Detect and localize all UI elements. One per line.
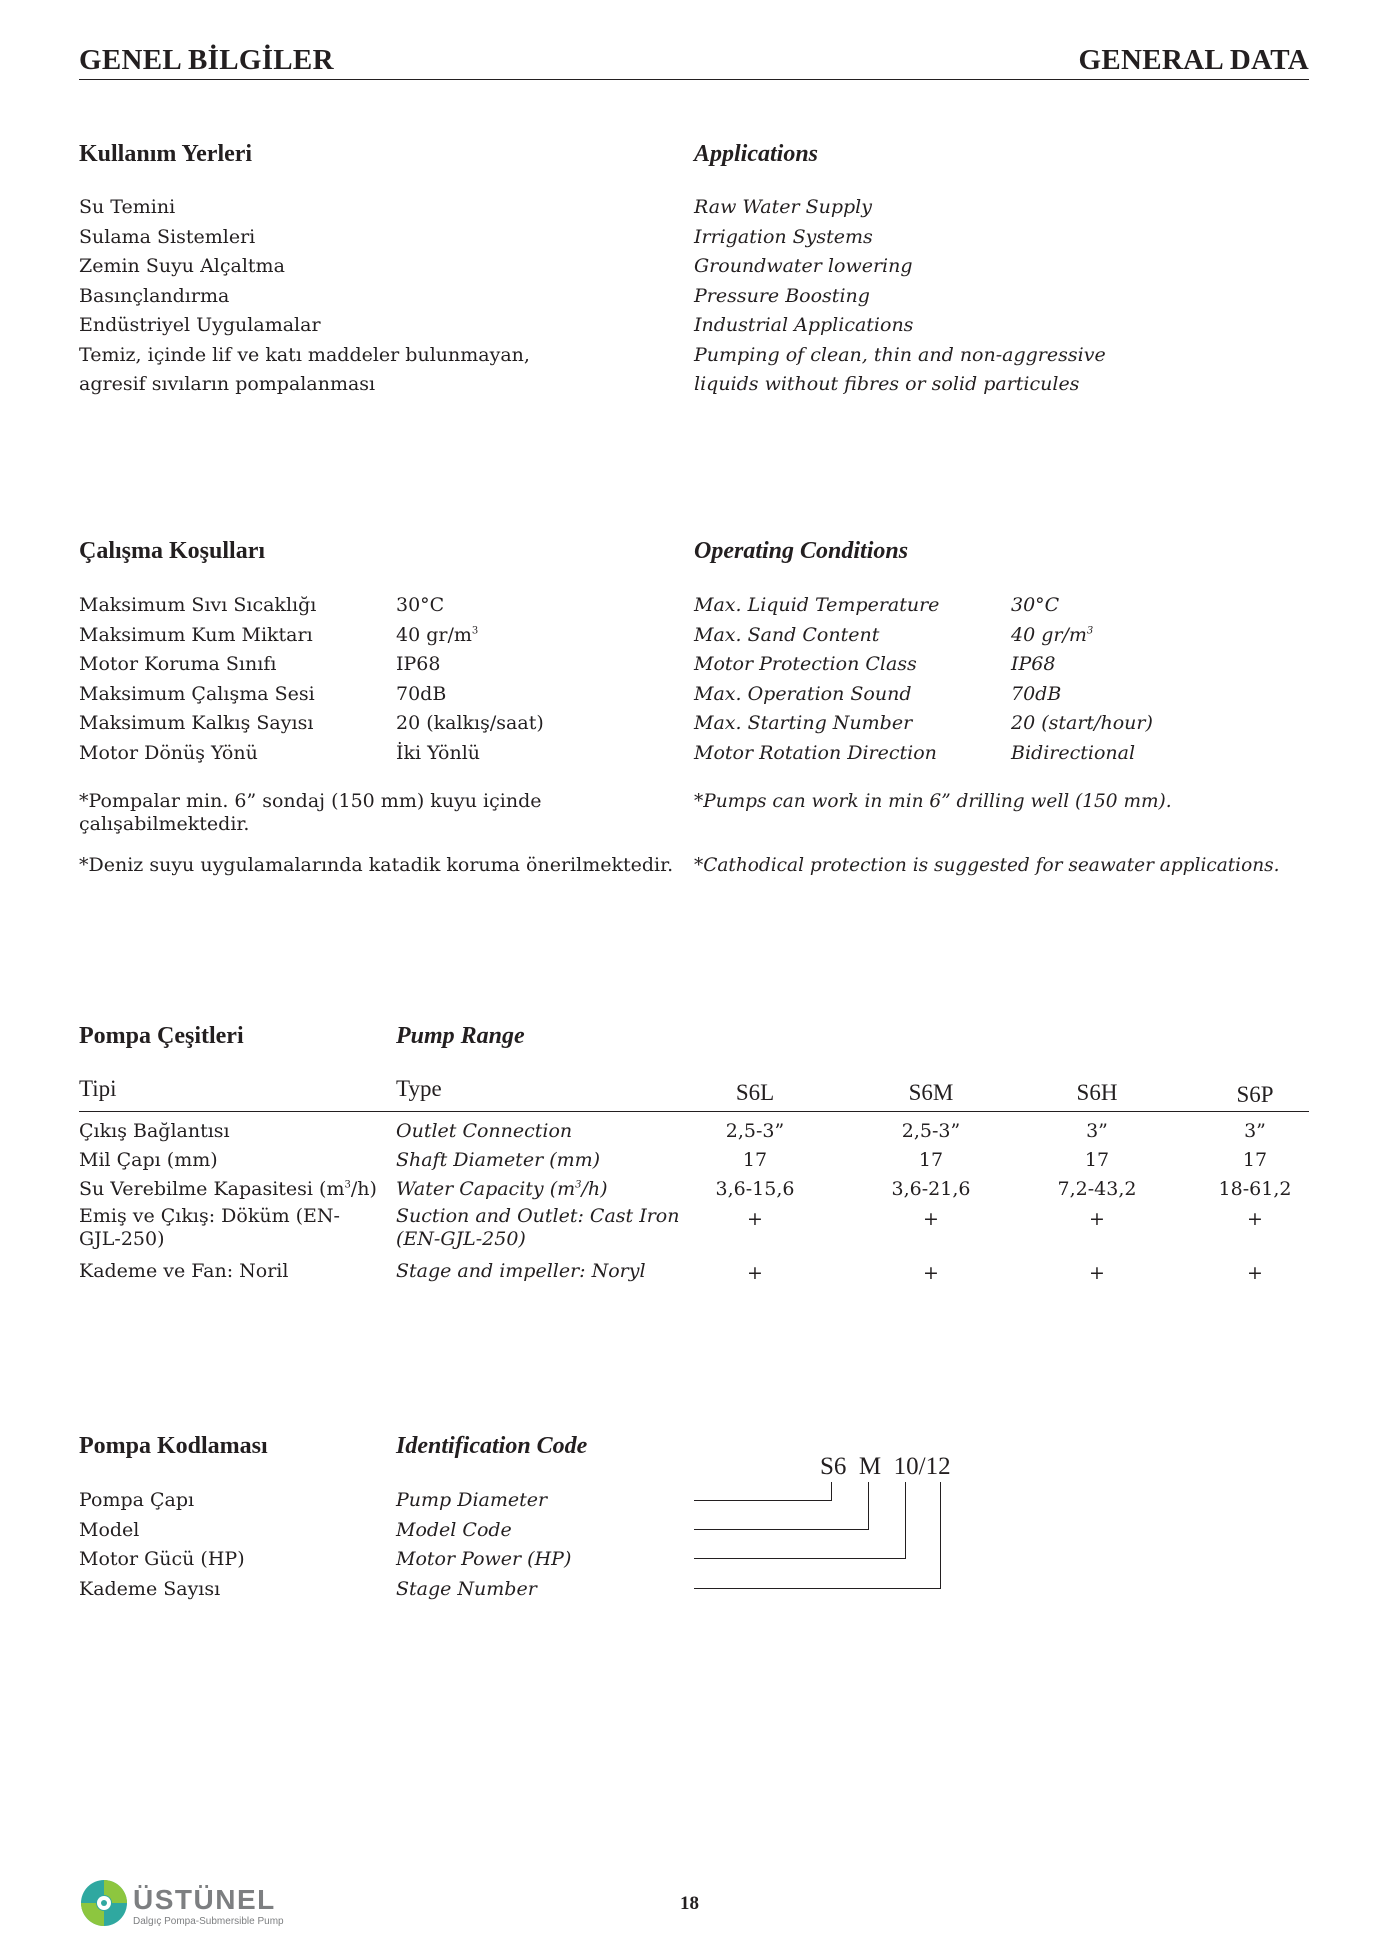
operating-labels-en (694, 591, 939, 768)
model-header: S6L (735, 1080, 775, 1105)
brand-tagline: Dalgıç Pompa-Submersible Pump (133, 1916, 284, 1927)
condition-value: İki Yönlü (396, 741, 481, 764)
list-item: Industrial Applications (694, 314, 914, 336)
list-item: Sulama Sistemleri (79, 225, 256, 248)
list-item: Motor Gücü (HP) (79, 1548, 245, 1570)
list-item: Model (79, 1518, 140, 1541)
table-row-label-en: Outlet Connection (396, 1120, 573, 1142)
list-item: Su Temini (79, 196, 176, 218)
table-head-en: Type (396, 1076, 442, 1101)
condition-label: Maksimum Çalışma Sesi (79, 682, 315, 705)
note-well-tr: *Pompalar min. 6” sondaj (150 mm) kuyu içinde çalışabilmektedir. (79, 790, 542, 835)
model-header: S6M (908, 1080, 954, 1105)
condition-value: IP68 (1011, 653, 1056, 675)
table-cell: 17 (1242, 1149, 1268, 1171)
condition-value: Bidirectional (1011, 741, 1136, 764)
table-row-label-en: Stage and impeller: Noryl (396, 1260, 646, 1282)
table-row-label-tr: Kademe ve Fan: Noril (79, 1260, 289, 1282)
list-item: Basınçlandırma (79, 284, 230, 307)
list-item: Model Code (396, 1518, 512, 1541)
condition-label: Maksimum Kalkış Sayısı (79, 712, 314, 734)
pump-range-title-tr: Pompa Çeşitleri (79, 1023, 244, 1049)
operating-values-en (1011, 591, 1153, 768)
id-code-title-en: Identification Code (396, 1433, 588, 1459)
model-header: S6P (1236, 1082, 1274, 1107)
operating-labels-tr (79, 591, 316, 768)
table-cell: 18-61,2 (1218, 1178, 1292, 1200)
pump-range-title-en: Pump Range (396, 1023, 525, 1049)
applications-list-en (694, 193, 1106, 400)
table-rule (79, 1111, 1309, 1112)
table-cell: 3,6-21,6 (891, 1178, 971, 1200)
table-cell: 17 (918, 1149, 944, 1171)
table-cell: 2,5-3” (725, 1120, 785, 1142)
header-title-tr: GENEL BİLGİLER (79, 44, 334, 76)
condition-label: Motor Rotation Direction (694, 741, 937, 764)
table-row-label-tr: Mil Çapı (mm) (79, 1149, 218, 1171)
table-head-tr: Tipi (79, 1076, 117, 1101)
condition-label: Max. Sand Content (694, 623, 880, 646)
page-number: 18 (680, 1893, 699, 1914)
condition-value: 30°C (396, 594, 445, 616)
condition-value: 70dB (396, 682, 447, 705)
condition-label: Maksimum Kum Miktarı (79, 623, 313, 646)
condition-label: Max. Operation Sound (694, 682, 912, 705)
list-item: Pompa Çapı (79, 1489, 195, 1511)
code-example: S6 M 10/12 (820, 1453, 951, 1480)
condition-label: Motor Dönüş Yönü (79, 741, 258, 764)
note-seawater-en: *Cathodical protection is suggested for seawater applications. (694, 855, 1280, 876)
table-cell: 17 (1084, 1149, 1110, 1171)
table-cell: 3,6-15,6 (715, 1178, 795, 1200)
operating-title-en: Operating Conditions (694, 538, 909, 564)
table-cell: + (1247, 1208, 1263, 1230)
list-item: Irrigation Systems (694, 225, 873, 248)
applications-list-tr (79, 193, 530, 400)
table-row-label-en: Shaft Diameter (mm) (396, 1149, 601, 1171)
table-cell: 3” (1244, 1120, 1266, 1142)
table-row-label-tr: Su Verebilme Kapasitesi $(m^3/h)$ (79, 1178, 377, 1200)
table-row-label-tr: Çıkış Bağlantısı (79, 1120, 230, 1142)
table-cell: + (923, 1208, 939, 1230)
header-rule (79, 79, 1309, 80)
condition-value: 20 (start/hour) (1011, 712, 1153, 734)
table-row-label-en: Suction and Outlet: Cast Iron (EN-GJL-250) (396, 1205, 680, 1250)
brand-name: ÜSTÜNEL (133, 1884, 276, 1915)
condition-value: 20 (kalkış/saat) (396, 712, 544, 734)
condition-value: 40 $gr/m^3$ (396, 623, 479, 646)
table-cell: + (923, 1262, 939, 1284)
operating-values-tr (396, 591, 544, 768)
note-well-en: *Pumps can work in min 6” drilling well (150 mm). (694, 791, 1172, 812)
condition-value: 40 $gr/m^3$ (1011, 623, 1094, 646)
condition-label: Max. Starting Number (694, 712, 913, 734)
table-cell: 7,2-43,2 (1057, 1178, 1137, 1200)
table-cell: + (1247, 1262, 1263, 1284)
model-header: S6H (1076, 1080, 1118, 1105)
id-code-list-en (396, 1486, 571, 1604)
list-item: Raw Water Supply (694, 196, 872, 218)
list-item: Groundwater lowering (694, 255, 913, 277)
table-cell: + (747, 1262, 763, 1284)
list-item: Motor Power (HP) (396, 1548, 572, 1570)
list-item: Pump Diameter (396, 1489, 548, 1511)
note-seawater-tr: *Deniz suyu uygulamalarında katadik koruma önerilmektedir. (79, 854, 674, 876)
list-item: Endüstriyel Uygulamalar (79, 314, 321, 336)
condition-label: Motor Protection Class (694, 653, 917, 675)
table-cell: + (1089, 1262, 1105, 1284)
applications-title-tr: Kullanım Yerleri (79, 141, 253, 167)
list-item: Pressure Boosting (694, 284, 870, 307)
table-cell: + (747, 1208, 763, 1230)
condition-label: Maksimum Sıvı Sıcaklığı (79, 594, 317, 616)
list-item: Pumping of clean, thin and non-aggressive (694, 343, 1106, 366)
list-item: Temiz, içinde lif ve katı maddeler bulunmayan, (79, 343, 530, 366)
condition-value: 30°C (1011, 594, 1060, 616)
table-cell: 2,5-3” (901, 1120, 961, 1142)
list-item: agresif sıvıların pompalanması (79, 373, 376, 395)
condition-value: 70dB (1011, 682, 1062, 705)
id-code-title-tr: Pompa Kodlaması (79, 1433, 268, 1459)
table-row-label-en: Water Capacity $(m^3/h)$ (396, 1178, 608, 1200)
condition-label: Max. Liquid Temperature (694, 594, 940, 616)
header-title-en: GENERAL DATA (1078, 44, 1309, 76)
table-cell: 3” (1086, 1120, 1108, 1142)
table-row-label-tr: Emiş ve Çıkış: Döküm (EN- GJL-250) (79, 1205, 340, 1250)
applications-title-en: Applications (694, 141, 819, 167)
operating-title-tr: Çalışma Koşulları (79, 538, 266, 564)
id-code-list-tr (79, 1486, 245, 1604)
list-item: liquids without fibres or solid particules (694, 373, 1080, 395)
table-cell: + (1089, 1208, 1105, 1230)
condition-value: IP68 (396, 653, 441, 675)
table-cell: 17 (742, 1149, 768, 1171)
list-item: Zemin Suyu Alçaltma (79, 255, 285, 277)
condition-label: Motor Koruma Sınıfı (79, 653, 277, 675)
list-item: Stage Number (396, 1577, 537, 1600)
list-item: Kademe Sayısı (79, 1577, 221, 1600)
logo-mark-icon (79, 1878, 129, 1928)
